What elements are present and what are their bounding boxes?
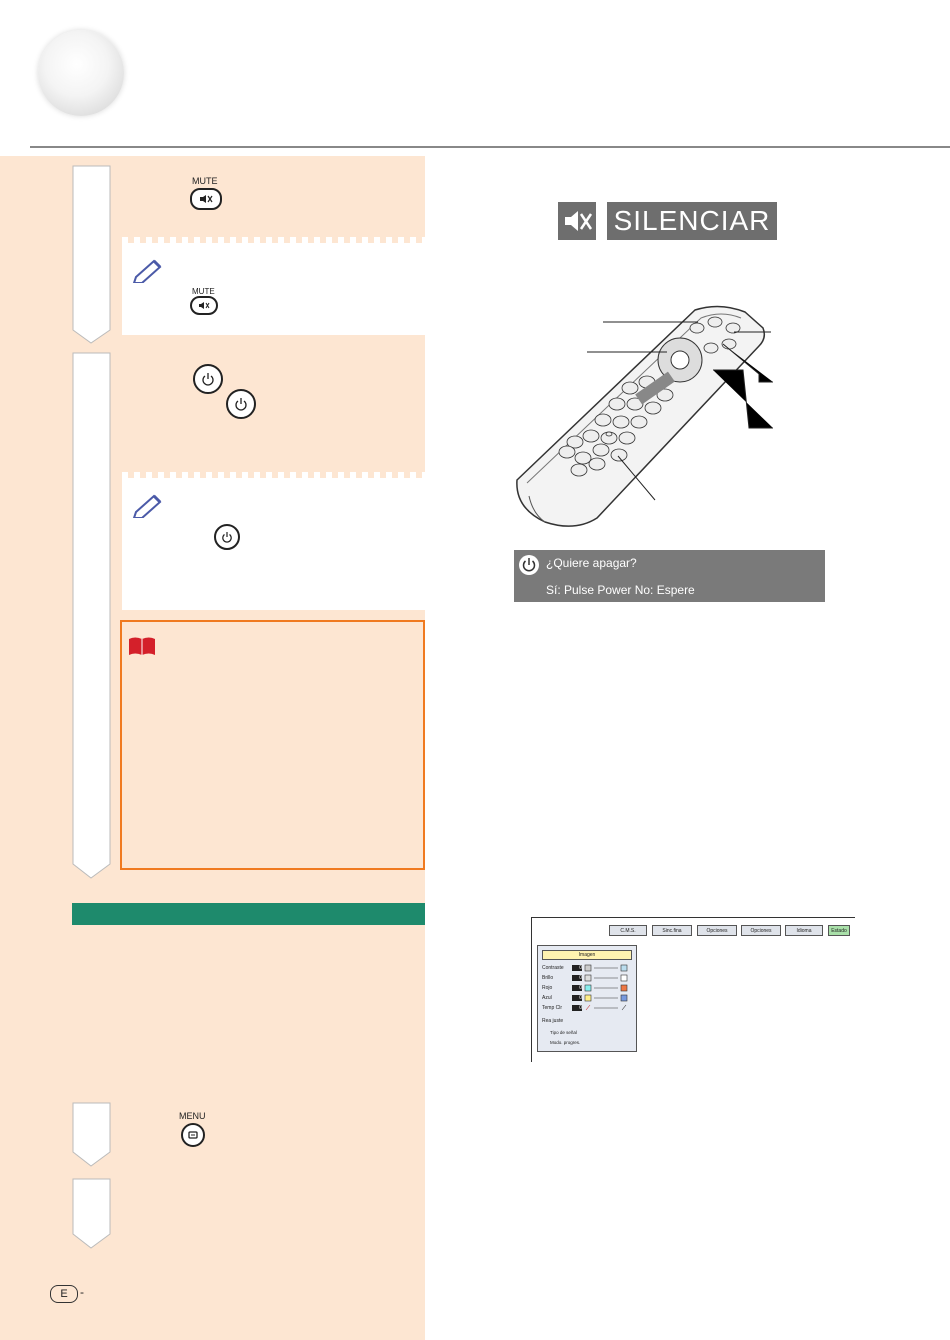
step-tab-1 [72, 165, 112, 345]
mute-icon [199, 194, 213, 204]
page-dash: - [80, 1285, 84, 1299]
header-rule [30, 146, 950, 148]
note-power-button[interactable] [214, 524, 240, 550]
menu-value-rojo: 0 [572, 985, 582, 991]
menu-row-contraste[interactable]: Contraste [542, 965, 564, 971]
menu-row-brillo[interactable]: Brillo [542, 975, 554, 981]
menu-value-azul: 0 [572, 995, 582, 1001]
shutdown-instruction: Sí: Pulse Power No: Espere [546, 583, 695, 597]
menu-value-temp-clr: 0 [572, 1005, 582, 1011]
remote-control-illustration [505, 300, 795, 530]
note-mute-button[interactable] [190, 296, 218, 315]
power-button-confirm[interactable] [226, 389, 256, 419]
mute-icon [198, 301, 210, 310]
menu-tab-opciones-1[interactable]: Opciones [697, 925, 737, 936]
power-icon [221, 531, 233, 543]
menu-tab-estado[interactable]: Estado [828, 925, 850, 936]
pencil-note-icon [132, 257, 166, 283]
menu-tab-cms[interactable]: C.M.S. [609, 925, 647, 936]
mute-button-label: MUTE [192, 176, 218, 186]
note-mute-label: MUTE [192, 287, 215, 296]
menu-reajuste[interactable]: Rea juste [542, 1018, 564, 1024]
silenciar-icon-box [558, 202, 596, 240]
power-icon [518, 554, 540, 576]
menu-panel-imagen [537, 945, 637, 1052]
menu-icon [188, 1131, 198, 1139]
mute-button[interactable] [190, 188, 222, 210]
menu-tab-idioma[interactable]: Idioma [785, 925, 823, 936]
silenciar-label: SILENCIAR [607, 202, 777, 240]
page-badge: E [50, 1285, 78, 1303]
pencil-note-icon [132, 492, 166, 518]
book-info-icon [128, 636, 156, 656]
shutdown-prompt [514, 550, 825, 602]
power-icon [201, 372, 215, 386]
note-box-1 [122, 243, 425, 335]
shutdown-question: ¿Quiere apagar? [546, 556, 637, 570]
menu-screenshot [531, 917, 856, 1063]
menu-panel-title[interactable]: Imagen [542, 950, 632, 960]
menu-tab-opciones-2[interactable]: Opciones [741, 925, 781, 936]
power-button[interactable] [193, 364, 223, 394]
menu-row-temp-clr[interactable]: Temp Clr [542, 1005, 563, 1011]
menu-row-rojo[interactable]: Rojo [542, 985, 553, 991]
menu-sliders[interactable] [584, 964, 632, 1014]
step-tab-3 [72, 1102, 112, 1168]
section-bar [72, 903, 425, 925]
menu-button-label: MENU [179, 1111, 206, 1121]
power-icon [234, 397, 248, 411]
menu-tab-sinc-fina[interactable]: Sinc.fina [652, 925, 692, 936]
menu-modo-progres[interactable]: Modo. progres. [550, 1040, 581, 1045]
note-box-2 [122, 478, 425, 610]
menu-tipo-senal[interactable]: Tipo de señal [550, 1030, 577, 1035]
step-tab-2 [72, 352, 112, 880]
menu-value-contraste: 0 [572, 965, 582, 971]
step-tab-4 [72, 1178, 112, 1250]
section-header-circle [38, 30, 124, 116]
menu-value-brillo: 0 [572, 975, 582, 981]
menu-button[interactable] [181, 1123, 205, 1147]
mute-icon [558, 202, 596, 240]
info-box [120, 620, 425, 870]
menu-row-azul[interactable]: Azul [542, 995, 552, 1001]
